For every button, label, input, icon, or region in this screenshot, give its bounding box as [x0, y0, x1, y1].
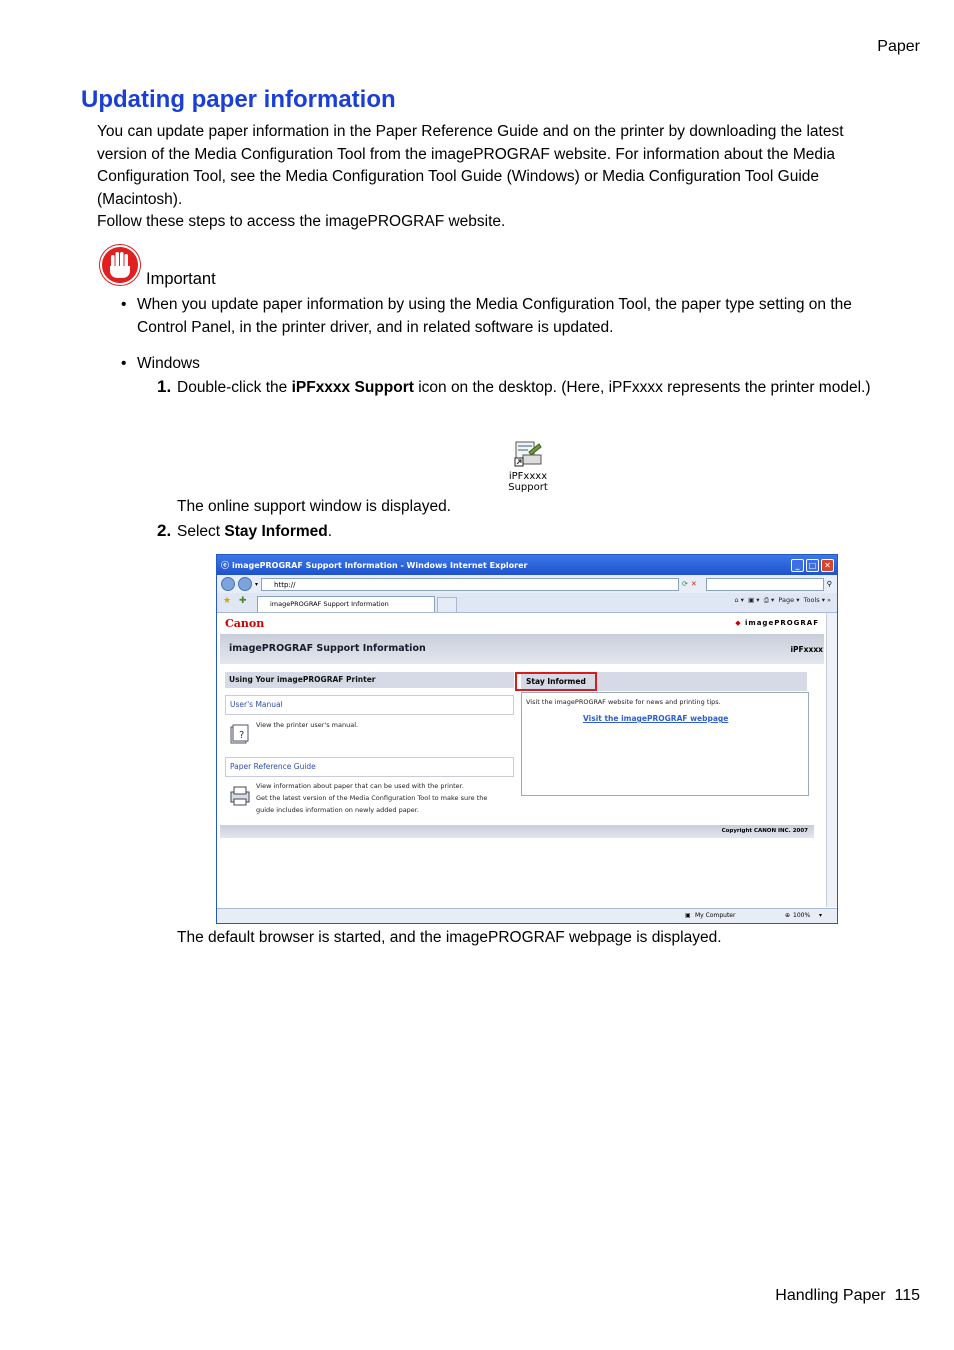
- users-manual-link[interactable]: User's Manual: [225, 695, 514, 715]
- banner-model: iPFxxxx: [790, 645, 823, 654]
- vertical-scrollbar[interactable]: [826, 613, 837, 907]
- status-zone: My Computer: [695, 912, 736, 919]
- running-header: Paper: [877, 38, 920, 55]
- canon-logo: Canon: [225, 617, 265, 630]
- tab-support-information[interactable]: imagePROGRAF Support Information: [257, 596, 435, 612]
- step-2-number: 2.: [157, 521, 172, 540]
- address-bar-row: [217, 575, 837, 593]
- home-icon[interactable]: ⌂ ▾: [734, 596, 744, 604]
- close-button[interactable]: ✕: [821, 559, 834, 572]
- paper-guide-description-3: guide includes information on newly added paper.: [256, 806, 419, 814]
- stop-icon[interactable]: ✕: [690, 580, 697, 588]
- manual-icon[interactable]: [229, 723, 251, 745]
- important-label: Important: [146, 270, 216, 288]
- tab-strip: [217, 593, 837, 613]
- new-tab-button[interactable]: [437, 597, 457, 612]
- browser-titlebar: [217, 555, 837, 575]
- intro-paragraph: You can update paper information in the Paper Reference Guide and on the printer by downloading the latest version of the Media Configuration Tool from the imagePROGRAF website. For information about the Media Configuration Tool, see the Media Configuration Tool Guide (Windows) or Media Configuration Tool Guide (Macintosh).: [97, 123, 844, 208]
- intro-instruction: Follow these steps to access the imagePROGRAF website.: [97, 213, 506, 231]
- users-manual-description: View the printer user's manual.: [256, 721, 359, 729]
- footer-chapter: Handling Paper: [775, 1287, 886, 1304]
- favorites-star-icon[interactable]: ★: [223, 596, 232, 606]
- step-1-number: 1.: [157, 377, 172, 396]
- print-icon[interactable]: ⎙ ▾: [763, 596, 775, 604]
- step-1-result: The online support window is displayed.: [177, 498, 451, 515]
- windows-bullet: • Windows: [121, 355, 200, 372]
- status-bar: [217, 908, 837, 923]
- computer-icon: ▣: [685, 912, 691, 919]
- search-input[interactable]: [706, 578, 824, 591]
- support-desktop-icon[interactable]: [505, 438, 551, 493]
- imageprograf-logo: ◆ imagePROGRAF: [735, 619, 819, 627]
- desktop-icon-label-1: iPFxxxx: [508, 471, 548, 482]
- paper-guide-description-1: View information about paper that can be used with the printer.: [256, 782, 464, 790]
- paper-guide-icon[interactable]: [229, 784, 251, 806]
- page-content: [217, 613, 837, 903]
- page-footer: [775, 1287, 920, 1305]
- banner-title: imagePROGRAF Support Information: [229, 643, 426, 654]
- paper-guide-description-2: Get the latest version of the Media Configuration Tool to make sure the: [256, 794, 488, 802]
- tools-menu[interactable]: Tools: [803, 596, 820, 604]
- maximize-button[interactable]: □: [806, 559, 819, 572]
- search-icon[interactable]: ⚲: [826, 580, 832, 588]
- step-2-text: Select Stay Informed.: [177, 523, 333, 540]
- status-zoom[interactable]: 100%: [793, 912, 811, 919]
- feeds-icon[interactable]: ▣ ▾: [748, 596, 760, 604]
- stay-informed-tab[interactable]: Stay Informed: [515, 672, 597, 691]
- refresh-icon[interactable]: ⟳: [682, 580, 688, 588]
- add-favorite-icon[interactable]: ✚: [239, 596, 247, 606]
- important-bullet-text: When you update paper information by using the Media Configuration Tool, the paper type setting on the Control Panel, in the printer driver, and in related software is updated.: [137, 296, 852, 336]
- browser-window: [216, 554, 838, 924]
- visit-webpage-link[interactable]: Visit the imagePROGRAF webpage: [583, 714, 729, 723]
- forward-button[interactable]: [238, 577, 252, 591]
- zoom-chevron-icon[interactable]: ▾: [819, 912, 823, 919]
- desktop-icon-label-2: Support: [508, 482, 548, 493]
- svg-text:?: ?: [239, 730, 245, 741]
- printer-support-icon: [513, 438, 543, 468]
- windows-label: Windows: [137, 355, 200, 372]
- stay-informed-description: Visit the imagePROGRAF website for news and printing tips.: [526, 698, 721, 706]
- command-bar: ⌂ ▾ ▣ ▾ ⎙ ▾ Page ▾ Tools ▾ »: [734, 596, 831, 604]
- url-input[interactable]: http://: [261, 578, 679, 591]
- back-button[interactable]: [221, 577, 235, 591]
- copyright-bar: Copyright CANON INC. 2007: [220, 825, 814, 838]
- intro-text: [97, 121, 877, 234]
- page-title: Updating paper information: [81, 86, 396, 113]
- ie-icon: ⓔ: [221, 560, 229, 570]
- step-2-result: The default browser is started, and the imagePROGRAF webpage is displayed.: [177, 929, 722, 946]
- chevron-down-icon[interactable]: ▾: [255, 580, 259, 588]
- step-1-text: Double-click the iPFxxxx Support icon on the desktop. (Here, iPFxxxx represents the printer model.): [177, 379, 871, 396]
- paper-reference-guide-link[interactable]: Paper Reference Guide: [225, 757, 514, 777]
- zoom-icon: ⊕: [785, 912, 791, 919]
- important-hand-icon: [99, 244, 141, 286]
- browser-window-title: imagePROGRAF Support Information - Windows Internet Explorer: [232, 560, 528, 570]
- left-section-header: Using Your imagePROGRAF Printer: [225, 672, 514, 688]
- page-number: 115: [894, 1287, 920, 1304]
- page-menu[interactable]: Page: [778, 596, 795, 604]
- important-bullet: • When you update paper information by using the Media Configuration Tool, the paper type setting on the Control Panel, in the printer driver, and in related software is updated.: [121, 296, 852, 336]
- minimize-button[interactable]: _: [791, 559, 804, 572]
